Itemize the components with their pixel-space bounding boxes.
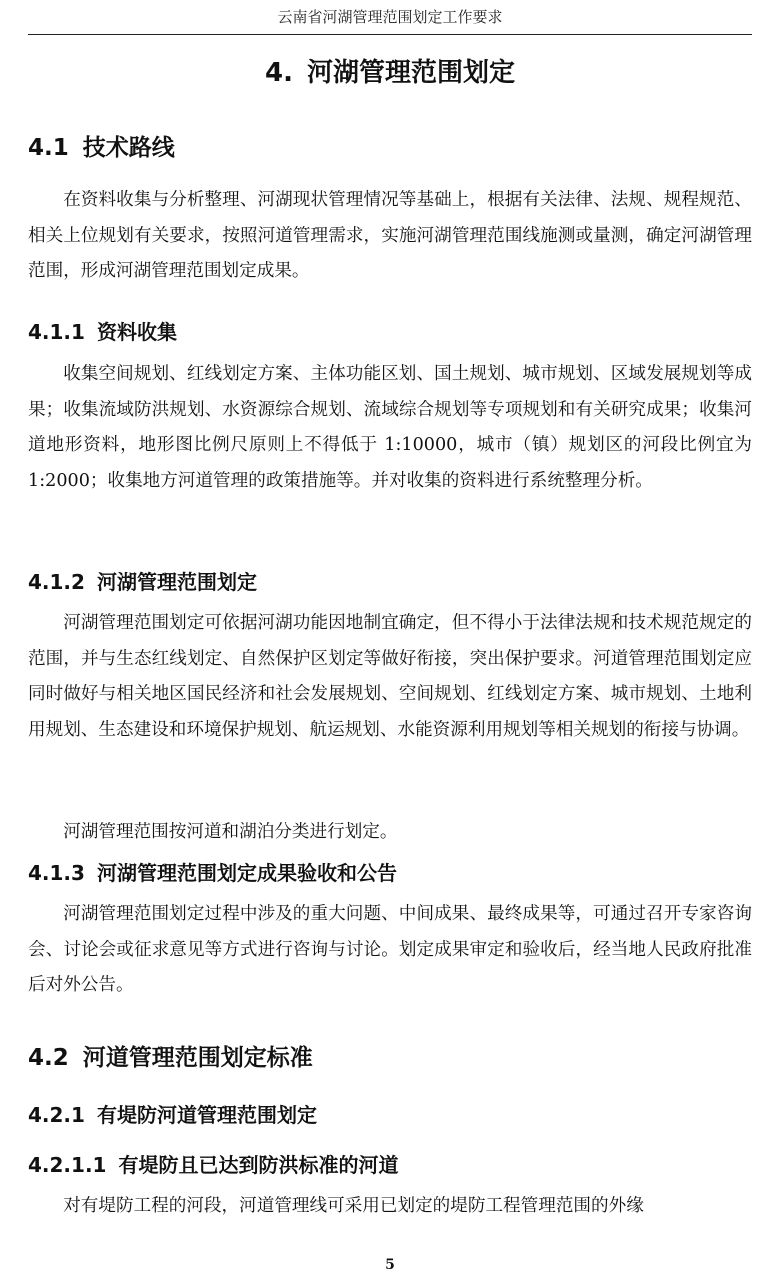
section-number: 4.1.3 xyxy=(28,861,85,885)
section-title: 河湖管理范围划定成果验收和公告 xyxy=(96,861,397,885)
page-number: 5 xyxy=(385,1257,395,1273)
paragraph-4-1-1: 收集空间规划、红线划定方案、主体功能区划、国土规划、城市规划、区域发展规划等成果；收集流域防洪规划、水资源综合规划、流域综合规划等专项规划和有关研究成果；收集河道地形资料，地形图比例尺原则上不得低于 1:10000，城市（镇）规划区的河段比例宜为 1:2000；收集地方河道管理的政策措施等。并对收集的资料进行系统整理分析。 xyxy=(28,364,752,491)
section-number: 4.1.2 xyxy=(28,570,85,594)
paragraph-4-1-2-b: 河湖管理范围按河道和湖泊分类进行划定。 xyxy=(63,822,398,842)
running-header-title: 云南省河湖管理范围划定工作要求 xyxy=(277,8,503,26)
section-number: 4.1 xyxy=(28,135,69,161)
section-title: 河湖管理范围划定 xyxy=(96,570,257,594)
section-title: 有堤防且已达到防洪标准的河道 xyxy=(118,1153,399,1177)
paragraph-4-2-1-1: 对有堤防工程的河段，河道管理线可采用已划定的堤防工程管理范围的外缘 xyxy=(63,1196,644,1216)
section-heading-4-1-3 xyxy=(28,857,397,886)
chapter-title xyxy=(0,52,780,89)
section-heading-4-1 xyxy=(28,129,175,162)
paragraph-4-1: 在资料收集与分析整理、河湖现状管理情况等基础上，根据有关法律、法规、规程规范、相关上位规划有关要求，按照河道管理需求，实施河湖管理范围线施测或量测，确定河湖管理范围，形成河湖管理范围划定成果。 xyxy=(28,190,752,281)
section-number: 4.2 xyxy=(28,1045,69,1071)
section-number: 4.2.1 xyxy=(28,1103,85,1127)
section-title: 资料收集 xyxy=(96,320,177,344)
paragraph-4-1-3: 河湖管理范围划定过程中涉及的重大问题、中间成果、最终成果等，可通过召开专家咨询会、讨论会或征求意见等方式进行咨询与讨论。划定成果审定和验收后，经当地人民政府批准后对外公告。 xyxy=(28,904,752,995)
chapter-title-text: 河湖管理范围划定 xyxy=(306,58,515,88)
section-heading-4-2-1-1 xyxy=(28,1149,398,1178)
chapter-number: 4. xyxy=(265,58,293,88)
section-title: 河道管理范围划定标准 xyxy=(82,1045,313,1071)
section-number: 4.1.1 xyxy=(28,320,85,344)
running-header xyxy=(28,6,752,35)
section-heading-4-2-1 xyxy=(28,1099,317,1128)
paragraph-4-1-2-a: 河湖管理范围划定可依据河湖功能因地制宜确定，但不得小于法律法规和技术规范规定的范围，并与生态红线划定、自然保护区划定等做好衔接，突出保护要求。河道管理范围划定应同时做好与相关地区国民经济和社会发展规划、空间规划、红线划定方案、城市规划、土地利用规划、生态建设和环境保护规划、航运规划、水能资源利用规划等相关规划的衔接与协调。 xyxy=(28,613,752,740)
section-heading-4-1-2 xyxy=(28,566,257,595)
section-title: 技术路线 xyxy=(82,135,175,161)
section-title: 有堤防河道管理范围划定 xyxy=(96,1103,317,1127)
section-heading-4-1-1 xyxy=(28,316,177,345)
section-number: 4.2.1.1 xyxy=(28,1153,107,1177)
section-heading-4-2 xyxy=(28,1039,313,1072)
